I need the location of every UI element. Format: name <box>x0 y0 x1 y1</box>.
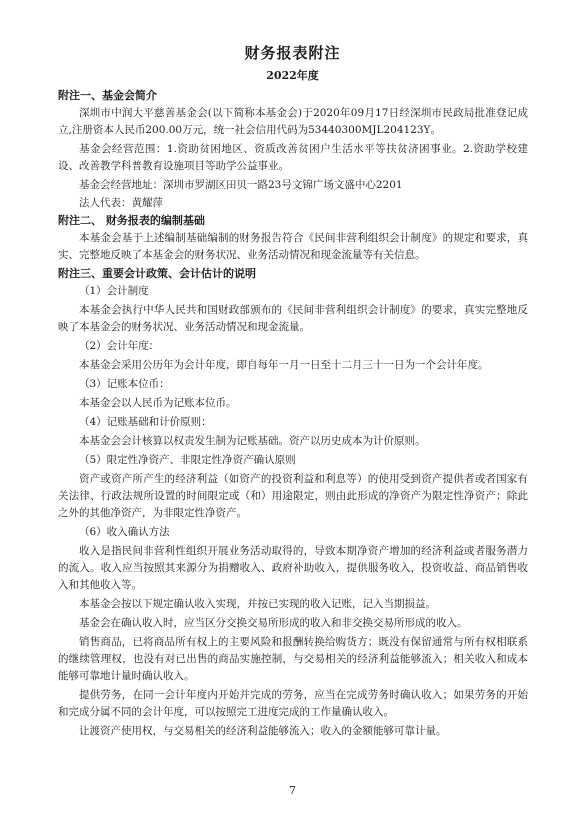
accounting-system-paragraph: 本基金会执行中华人民共和国财政部颁布的《民间非营利组织会计制度》的要求，真实完整地反映了本基金会的财务状况、业务活动情况和现金流量。 <box>58 304 528 333</box>
section-heading-2: 附注二、 财务报表的编制基础 <box>58 214 205 227</box>
section-heading-3: 附注三、重要会计政策、会计估计的说明 <box>58 267 256 280</box>
exchange-transaction-paragraph: 基金会在确认收入时，应当区分交换交易所形成的收入和非交换交易所形成的收入。 <box>79 617 468 629</box>
subsection-revenue-recognition: （6）收入确认方法 <box>79 526 170 538</box>
revenue-definition-paragraph: 收入是指民间非营利性组织开展业务活动取得的，导致本期净资产增加的经济利益或者服务潜力的流入。收入应当按照其来源分为捐赠收入、政府补助收入，提供服务收入，投资收益、商品销售收入和其他收入等。 <box>58 545 528 591</box>
report-year: 2022年度 <box>266 69 319 82</box>
section-heading-1: 附注一、基金会简介 <box>58 89 157 102</box>
sale-of-goods-paragraph: 销售商品，已将商品所有权上的主要风险和报酬转换给购货方；既没有保留通常与所有权相联系的继续管理权，也没有对已出售的商品实施控制，与交易相关的经济利益能够流入；相关收入和成本能够可靠地计量时确认收入。 <box>58 636 528 682</box>
address-line: 基金会经营地址：深圳市罗湖区田贝一路23号文锦广场文盛中心2201 <box>79 179 403 191</box>
basis-pricing-paragraph: 本基金会会计核算以权责发生制为记账基础。资产以历史成本为计价原则。 <box>79 435 426 447</box>
subsection-accounting-system: （1）会计制度 <box>79 285 149 297</box>
fiscal-year-paragraph: 本基金会采用公历年为会计年度，即自每年一月一日至十二月三十一日为一个会计年度。 <box>79 359 489 371</box>
foundation-intro-paragraph: 深圳市中润大平慈善基金会(以下简称本基金会)于2020年09月17日经深圳市民政局批准登记成立,注册资本人民币200.00万元，统一社会信用代码为53440300MJL204123Y。 <box>58 107 528 136</box>
business-scope-paragraph: 基金会经营范围：1.资助贫困地区、资质改善贫困户生活水平等扶贫济困事业。2.资助学校建设、改善教学科普教育设施项目等助学公益事业。 <box>58 143 528 172</box>
subsection-basis-pricing: （4）记账基础和计价原则： <box>79 416 212 428</box>
net-assets-paragraph: 资产或资产所产生的经济利益（如资产的投资利益和利息等）的使用受到资产提供者或者国家有关法律、行政法规所设置的时间限定或（和）用途限定，则由此形成的净资产为限定性净资产；除此之外的其他净资产，为非限定性净资产。 <box>58 473 528 519</box>
legal-representative-line: 法人代表：黄耀萍 <box>79 197 163 209</box>
currency-paragraph: 本基金会以人民币为记账本位币。 <box>79 397 237 409</box>
subsection-fiscal-year: （2）会计年度： <box>79 340 160 352</box>
subsection-net-assets: （5）限定性净资产、非限定性净资产确认原则 <box>79 454 296 466</box>
revenue-rule-paragraph: 本基金会按以下规定确认收入实现，并按已实现的收入记账，记入当期损益。 <box>79 598 436 610</box>
page-title: 财务报表附注 <box>244 44 341 62</box>
asset-use-paragraph: 让渡资产使用权，与交易相关的经济利益能够流入；收入的金额能够可靠计量。 <box>79 725 447 737</box>
subsection-currency: （3）记账本位币： <box>79 378 170 390</box>
services-paragraph: 提供劳务，在同一会计年度内开始并完成的劳务，应当在完成劳务时确认收入；如果劳务的开始和完成分属不同的会计年度，可以按照完工进度完成的工作量确认收入。 <box>58 689 528 718</box>
page-number: 7 <box>289 784 296 797</box>
notes-body <box>58 86 528 742</box>
basis-paragraph: 本基金会基于上述编制基础编制的财务报告符合《民间非营利组织会计制度》的规定和要求，真实、完整地反映了本基金会的财务状况、业务活动情况和现金流量等有关信息。 <box>58 232 528 261</box>
